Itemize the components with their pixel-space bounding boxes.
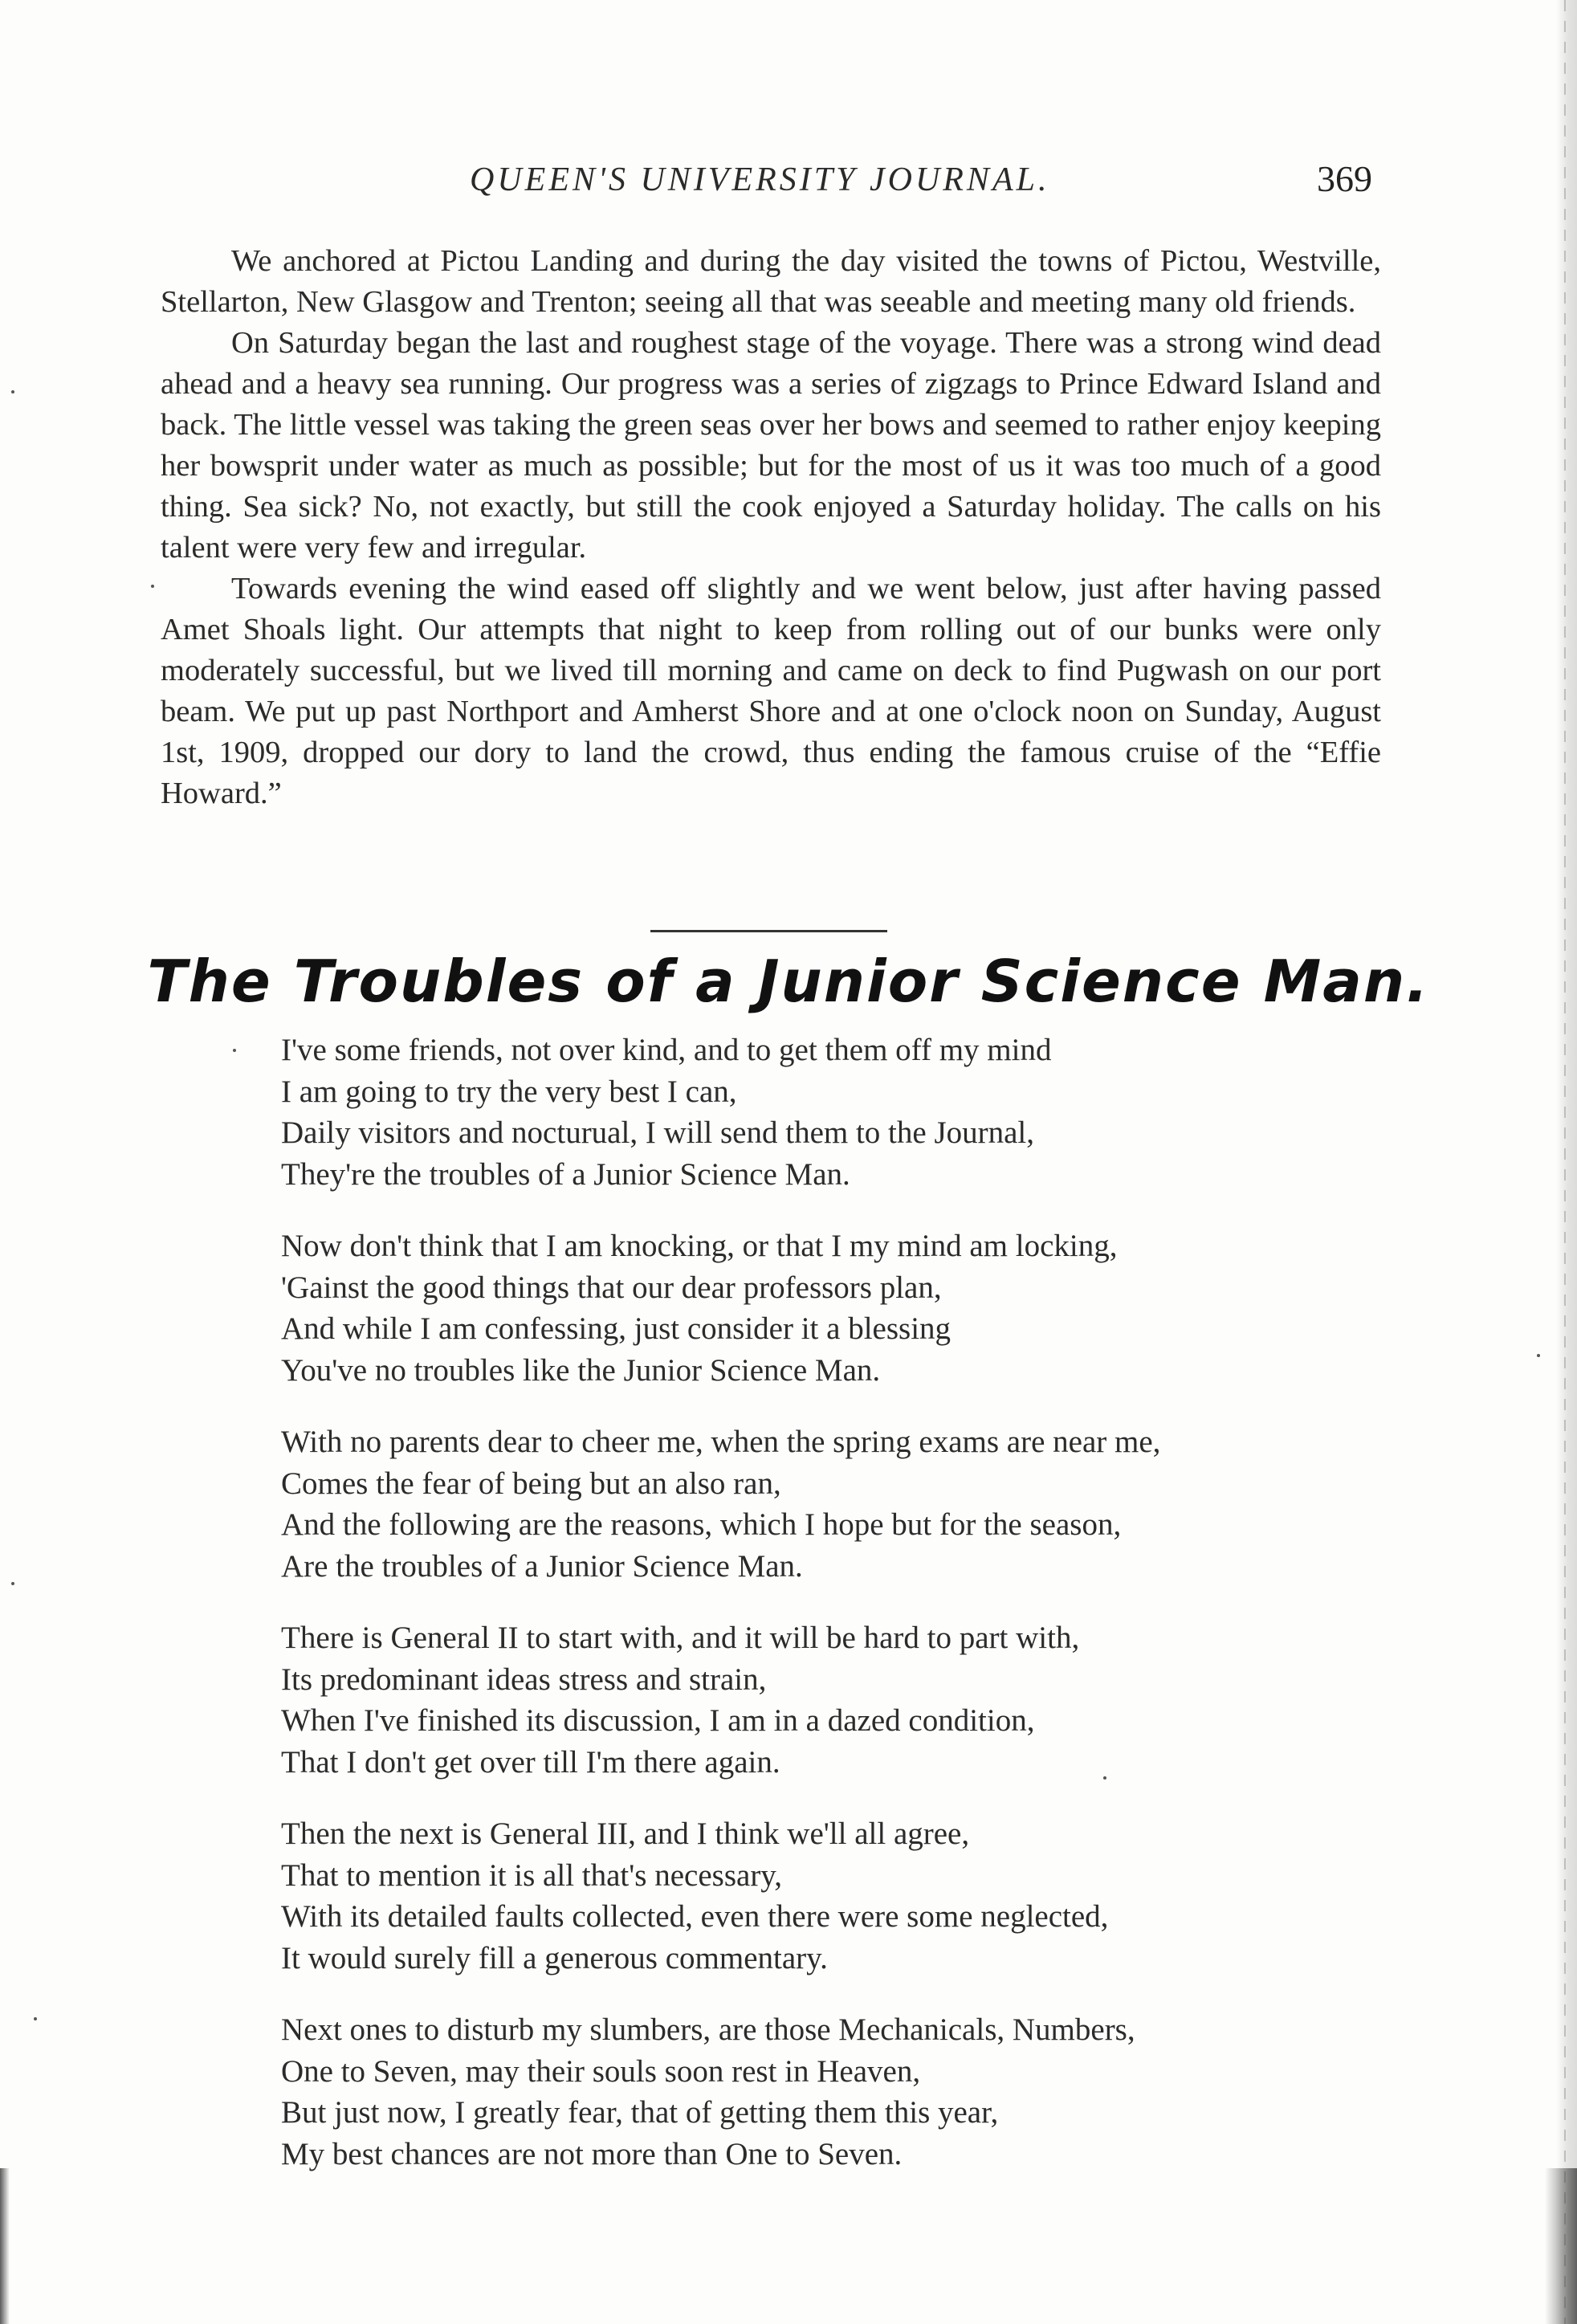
poem-title: The Troubles of a Junior Science Man.	[147, 948, 1430, 1015]
stanza	[281, 2009, 1405, 2175]
poem-line: That to mention it is all that's necessary,	[281, 1857, 783, 1893]
scan-speck	[151, 585, 154, 588]
paragraph: On Saturday began the last and roughest stage of the voyage. There was a strong wind dead ahead and a heavy sea running. Our progress was a series of zigzags to Prince Edward Island and back. The little vessel was taking the green seas over her bows and seemed to rather enjoy keeping her bowsprit under water as much as possible; but for the most of us it was too much of a good thing. Sea sick? No, not exactly, but still the cook enjoyed a Saturday holiday. The calls on his talent were very few and irregular.	[161, 326, 1381, 565]
poem-line: That I don't get over till I'm there again.	[281, 1744, 780, 1780]
paragraph: Towards evening the wind eased off slightly and we went below, just after having passed Amet Shoals light. Our attempts that night to keep from rolling out of our bunks were only moderately successful, but we lived till morning and came on deck to find Pugwash on our port beam. We put up past Northport and Amherst Shore and at one o'clock noon on Sunday, August 1st, 1909, dropped our dory to land the crowd, thus ending the famous cruise of the “Effie Howard.”	[161, 572, 1381, 810]
poem-line: Comes the fear of being but an also ran,	[281, 1466, 781, 1501]
poem-line: But just now, I greatly fear, that of getting them this year,	[281, 2095, 999, 2130]
poem-line: Daily visitors and nocturual, I will send them to the Journal,	[281, 1115, 1034, 1150]
paragraph: We anchored at Pictou Landing and during the day visited the towns of Pictou, Westville, Stellarton, New Glasgow and Trenton; seeing all that was seeable and meeting many old friends.	[161, 244, 1381, 319]
stanza	[281, 1225, 1405, 1391]
poem-line: 'Gainst the good things that our dear professors plan,	[281, 1270, 942, 1305]
page-edge-line	[1564, 0, 1566, 2324]
poem-line: Are the troubles of a Junior Science Man.	[281, 1548, 803, 1584]
page-number: 369	[1317, 158, 1372, 199]
poem-line: Its predominant ideas stress and strain,	[281, 1661, 767, 1697]
poem-line: It would surely fill a generous commentary.	[281, 1940, 828, 1975]
poem-line: They're the troubles of a Junior Science Man.	[281, 1156, 850, 1192]
poem-line: Now don't think that I am knocking, or that I my mind am locking,	[281, 1229, 1118, 1263]
section-divider	[650, 930, 887, 932]
scan-shadow-left	[0, 2168, 10, 2324]
poem-line: Next ones to disturb my slumbers, are those Mechanicals, Numbers,	[281, 2012, 1135, 2047]
running-title: QUEEN'S UNIVERSITY JOURNAL.	[470, 161, 1050, 198]
poem-line: I've some friends, not over kind, and to get them off my mind	[281, 1033, 1052, 1067]
scan-speck	[11, 390, 14, 393]
scan-speck	[233, 1049, 236, 1052]
running-head	[0, 158, 1577, 209]
scan-speck	[34, 2017, 37, 2020]
scan-speck	[1537, 1354, 1540, 1357]
scan-speck	[11, 1582, 14, 1585]
poem-line: With no parents dear to cheer me, when the spring exams are near me,	[281, 1425, 1161, 1459]
poem-line: Then the next is General III, and I think we'll all agree,	[281, 1816, 970, 1851]
poem-line: There is General II to start with, and it will be hard to part with,	[281, 1621, 1080, 1655]
poem-line: My best chances are not more than One to Seven.	[281, 2136, 903, 2171]
poem-line: And while I am confessing, just consider it a blessing	[281, 1311, 951, 1346]
stanza	[281, 1617, 1405, 1783]
poem-line: One to Seven, may their souls soon rest in Heaven,	[281, 2053, 921, 2089]
poem	[281, 1029, 1405, 2205]
stanza	[281, 1421, 1405, 1587]
poem-line: You've no troubles like the Junior Science Man.	[281, 1352, 881, 1388]
page-edge-shadow	[1556, 0, 1577, 2324]
poem-line: With its detailed faults collected, even there were some neglected,	[281, 1899, 1109, 1934]
prose-section	[161, 241, 1381, 814]
poem-line: I am going to try the very best I can,	[281, 1074, 737, 1109]
poem-line: When I've finished its discussion, I am in a dazed condition,	[281, 1703, 1035, 1738]
scan-shadow-right	[1545, 2168, 1577, 2324]
stanza	[281, 1029, 1405, 1195]
stanza	[281, 1813, 1405, 1979]
poem-line: And the following are the reasons, which I hope but for the season,	[281, 1507, 1122, 1542]
scan-speck	[1103, 1776, 1106, 1780]
